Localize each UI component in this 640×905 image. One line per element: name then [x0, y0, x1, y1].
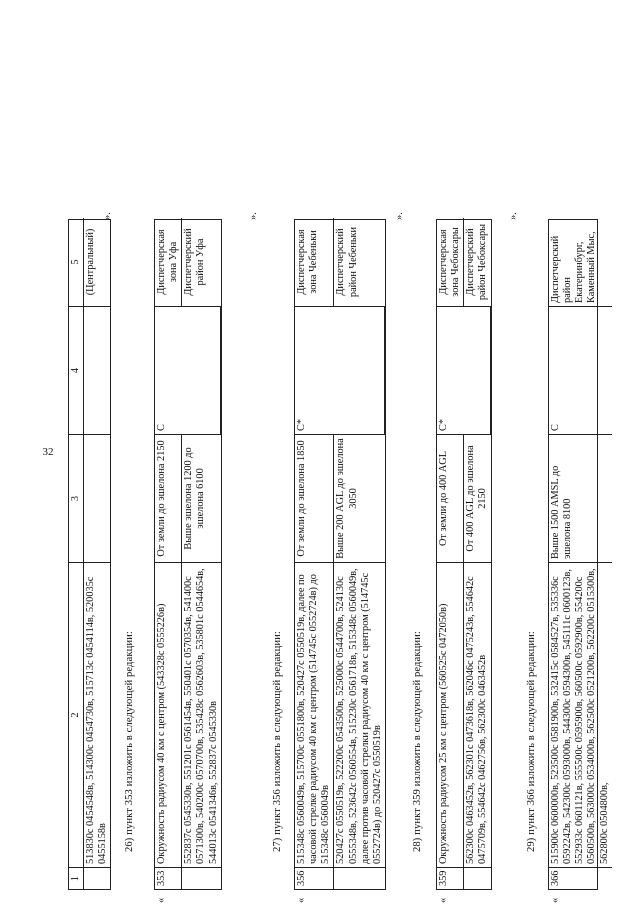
- item-table-28: [436, 219, 492, 890]
- header-col-3: 3: [69, 434, 84, 562]
- item-heading-27: 27) пункт 356 изложить в следующей редакции:: [272, 631, 283, 852]
- item-height-1-28: От земли до 400 AGL: [437, 434, 464, 562]
- item-zone-2-26: Диспетчерский район Уфа: [183, 228, 207, 296]
- item-open-quote-29: «: [550, 897, 561, 903]
- item-close-quote-27: ».: [394, 212, 405, 220]
- fragment-coords: 513830с 0454548в, 514300с 0454730в, 515713с 0454114в, 520035с 0455158в: [84, 562, 110, 867]
- item-desc-top-26: Окружность радиусом 40 км с центром (543328с 0555226в): [155, 562, 182, 867]
- item-close-quote-28: ».: [508, 212, 519, 220]
- item-desc-29: 515900с 0600000в, 523500с 0581900в, 532415с 0584527в, 535336с 0592242в, 542300с 0593000в, 544300с 0594300в, 545111с 0600123в, 552933с 0601121в, 555500с 0595900в, 560500с 0592900в, 554200с 0560500в, 563000с 0534000в, 562500с 0521200в, 562200с 0515300в, 562800с 0504800в,: [549, 562, 612, 867]
- item-num-27: 356: [295, 867, 334, 889]
- item-desc-bottom-26: 552837с 0545330в, 551201с 0561454в, 550401с 0570354в, 541400с 0571300в, 540200с 0570700в, 535428с 0562603в, 535801с 0544654в, 544013с 0541346в, 552837с 0545330в: [182, 562, 220, 867]
- page-number: 32: [42, 446, 54, 458]
- item-table-27: [294, 219, 386, 890]
- item-num-empty-27: [334, 867, 385, 889]
- table-header-block: [68, 219, 111, 890]
- header-col-2: 2: [69, 562, 84, 867]
- item-heading-29: 29) пункт 366 изложить в следующей редакции:: [526, 631, 537, 852]
- item-open-quote-28: «: [438, 897, 449, 903]
- item-open-quote-27: «: [296, 897, 307, 903]
- item-height-29: Выше 1500 AMSL до эшелона 8100: [549, 434, 612, 562]
- item-height-1-27: От земли до эшелона 1850: [295, 434, 334, 562]
- item-zone-29: Диспетчерский район Екатеринбург, Каменный Мыс,: [550, 231, 598, 303]
- item-desc-top-28: Окружность радиусом 25 км с центром (560525с 0472050в): [437, 562, 464, 867]
- item-height-1-26: От земли до эшелона 2150: [155, 434, 182, 562]
- item-zone-1-27: Диспетчерская зона Чебеньки: [295, 218, 334, 306]
- item-zone-2-27: Диспетчерский район Чебеньки: [335, 226, 359, 298]
- item-zone-1-28: Диспетчерская зона Чебоксары: [437, 218, 464, 306]
- item-num-29: 366: [549, 867, 612, 889]
- item-zone-1-26: Диспетчерская зона Уфа: [155, 218, 182, 306]
- item-height-2-26: Выше эшелона 1200 до эшелона 6100: [182, 434, 220, 562]
- item-desc-top-27: 515348с 0560049в, 515700с 0551800в, 520427с 0550519в, далее по часовой стрелке радиусом 40 км с центром (514745с 0552724в) до 515348с 0560049в: [295, 562, 334, 867]
- fragment-class-cell: [84, 306, 110, 434]
- item-num-empty-28: [464, 867, 490, 889]
- item-desc-bottom-28: 562300с 0463452в, 562301с 0473618в, 562046с 0475243в, 554642с 0475709в, 554642с 0462756в, 562300с 0463452в: [464, 562, 490, 867]
- item-num-28: 359: [437, 867, 464, 889]
- item-heading-26: 26) пункт 353 изложить в следующей редакции:: [124, 631, 135, 852]
- item-zone-2-28: Диспетчерский район Чебоксары: [465, 223, 489, 301]
- item-table-29: [548, 219, 610, 890]
- item-close-quote-26: ».: [248, 212, 259, 220]
- header-col-1: 1: [69, 867, 84, 889]
- item-num-26: 353: [155, 867, 182, 889]
- header-col-4: 4: [69, 306, 84, 434]
- item-class-26: C: [155, 306, 221, 434]
- item-class-27: C*: [295, 306, 385, 434]
- item-class-29: C: [549, 306, 612, 434]
- item-num-empty-26: [182, 867, 220, 889]
- item-heading-28: 28) пункт 359 изложить в следующей редакции:: [412, 631, 423, 852]
- item-class-28: C*: [437, 306, 491, 434]
- item-table-26: [154, 219, 222, 890]
- rotated-page-content: [60, 15, 610, 903]
- item-height-2-28: От 400 AGL до эшелона 2150: [464, 434, 490, 562]
- fragment-num-cell: [84, 867, 110, 889]
- fragment-close-quote: ».: [102, 212, 113, 220]
- item-desc-bottom-27: 520427с 0550519в, 522200с 0543500в, 525000с 0544700в, 524130с 0555348в, 523642с 0560554в, 515230с 0561718в, 515348с 0560049в, далее против часовой стрелки радиусом 40 км с центром (514745с 0552724в) до 520427с 0550519в: [334, 562, 385, 867]
- item-open-quote-26: «: [156, 897, 167, 903]
- fragment-height-cell: [84, 434, 110, 562]
- header-col-5: 5: [69, 218, 84, 306]
- fragment-zone: (Центральный): [85, 228, 97, 296]
- item-height-2-27: Выше 200 AGL до эшелона 3050: [334, 434, 385, 562]
